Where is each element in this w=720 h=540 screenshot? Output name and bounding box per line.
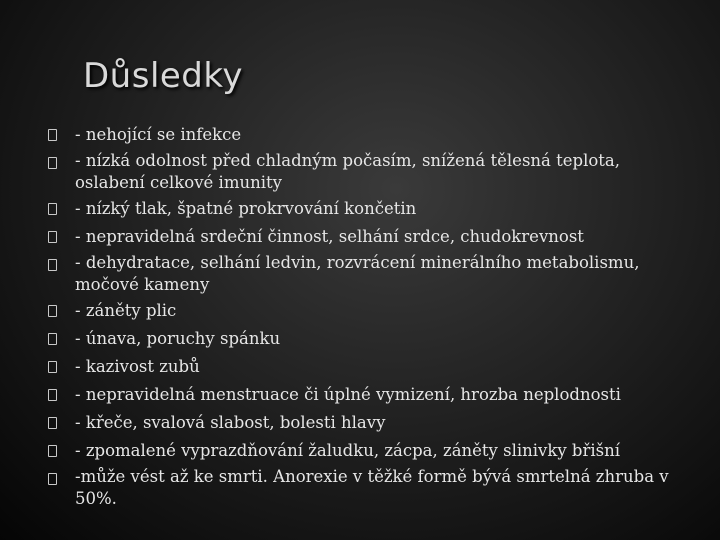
list-item [48,382,688,408]
square-bullet-icon [48,305,57,317]
list-item [48,438,688,464]
square-bullet-icon [48,157,57,169]
list-item [48,196,688,222]
list-item-text: - zpomalené vyprazdňování žaludku, zácpa, záněty slinivky břišní [75,441,621,460]
square-bullet-icon [48,259,57,271]
bullet-list [48,122,688,512]
square-bullet-icon [48,231,57,243]
list-item [48,326,688,352]
square-bullet-icon [48,473,57,485]
list-item-text: - nízká odolnost před chladným počasím, snížená tělesná teplota, oslabení celkové imunity [75,151,620,192]
square-bullet-icon [48,129,57,141]
list-item-text: - únava, poruchy spánku [75,329,281,348]
list-item [48,252,688,296]
list-item-text: - dehydratace, selhání ledvin, rozvrácení minerálního metabolismu, močové kameny [75,253,640,294]
list-item-text: -může vést až ke smrti. Anorexie v těžké formě bývá smrtelná zhruba v 50%. [75,467,669,508]
list-item [48,466,688,510]
list-item-text: - nepravidelná menstruace či úplné vymizení, hrozba neplodnosti [75,385,621,404]
list-item-text: - nepravidelná srdeční činnost, selhání srdce, chudokrevnost [75,227,584,246]
list-item [48,122,688,148]
list-item [48,410,688,436]
list-item [48,150,688,194]
list-item-text: - nehojící se infekce [75,125,242,144]
square-bullet-icon [48,445,57,457]
slide-title: Důsledky [83,56,243,96]
list-item-text: - křeče, svalová slabost, bolesti hlavy [75,413,386,432]
list-item-text: - kazivost zubů [75,357,200,376]
list-item-text: - nízký tlak, špatné prokrvování končetin [75,199,417,218]
square-bullet-icon [48,361,57,373]
square-bullet-icon [48,203,57,215]
list-item-text: - záněty plic [75,301,177,320]
list-item [48,298,688,324]
square-bullet-icon [48,417,57,429]
list-item [48,354,688,380]
list-item [48,224,688,250]
square-bullet-icon [48,333,57,345]
square-bullet-icon [48,389,57,401]
